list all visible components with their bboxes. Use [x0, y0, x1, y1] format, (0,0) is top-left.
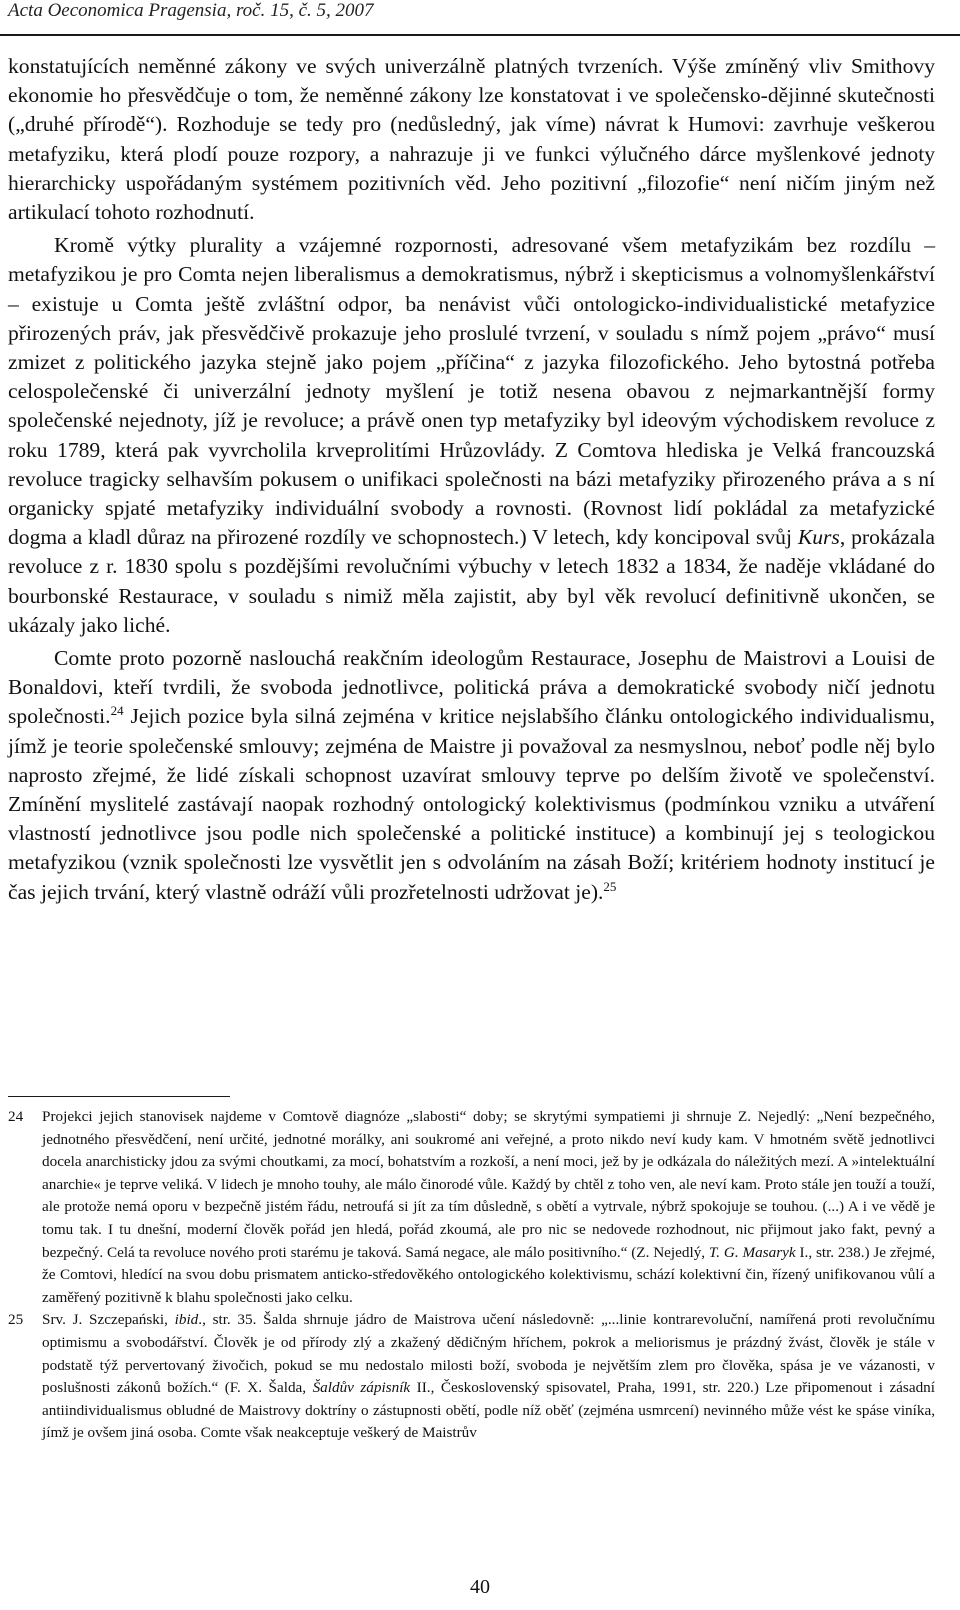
paragraph — [8, 644, 935, 907]
footnote-ref: 25 — [603, 878, 617, 894]
text-run: Jejich pozice byla silná zejména v kritice nejslabšího článku ontologického individualismu, jímž je teorie společenské smlouvy; zejména de Maistre ji považoval za nesmyslnou, neboť podle něj bylo naprosto zřejmé, že lidé získali schopnost uzavírat smlouvy teprve po delším životě ve společenství. Zmínění myslitelé zastávají naopak rozhodný ontologický kolektivismus (podmínkou vzniku a utváření vlastností jednotlivce jsou podle nich společenské a politické instituce) a kombinují jej s teologickou metafyzikou (vznik společnosti lze vysvětlit jen s odvoláním na zásah Boží; kritériem hodnoty institucí je čas jejich trvání, který vlastně odráží vůli prozřetelnosti udržovat je). — [8, 704, 935, 904]
footnote-number: 24 — [8, 1108, 24, 1125]
footnote-number: 25 — [8, 1311, 24, 1329]
text-run: Kromě výtky plurality a vzájemné rozpornosti, adresované všem metafyzikám bez rozdílu – metafyzikou je pro Comta nejen liberalismus a demokratismus, nýbrž i skepticismus a volnomyšlenkářství – existuje u Comta ještě zvláštní odpor, ba nenávist vůči ontologicko-individualistické metafyzice přirozených práv, jak přesvědčivě prokazuje jeho proslulé tvrzení, v souladu s nímž pojem „právo“ musí zmizet z politického jazyka stejně jako pojem „příčina“ z jazyka filozofického. Jeho bytostná potřeba celospolečenské či univerzální jednoty myšlení je totiž nesena obavou z nejmarkantnější formy společenské nejednoty, jíž je revoluce; a právě onen typ metafyziky byl ideovým východiskem revoluce z roku 1789, která pak vyvrcholila krveprolitími Hrůzovlády. Z Comtova hlediska je Velká francouzská revoluce tragicky selhavším pokusem o unifikaci společnosti na bázi metafyziky přirozeného práva a s ní organicky spjaté metafyziky individuální svobody a rovnosti. (Rovnost lidí pokládal za metafyzické dogma a kladl důraz na přirozené rozdíly ve schopnostech.) V letech, kdy koncipoval svůj — [8, 233, 935, 550]
text-run: Srv. J. Szczepański, — [42, 1311, 175, 1329]
body-text — [8, 52, 935, 907]
italic-text: Šaldův zápisník — [312, 1379, 411, 1397]
page-number: 40 — [470, 1576, 490, 1598]
footnote-text — [42, 1309, 935, 1445]
footnote-text — [42, 1106, 935, 1309]
text-run: konstatujících neměnné zákony ve svých univerzálně platných tvrzeních. Výše zmíněný vliv Smithovy ekonomie ho přesvědčuje o tom, že neměnné zákony lze konstatovat i ve společensko-dějinné skutečnosti („druhé přírodě“). Rozhoduje se tedy pro (nedůsledný, jak víme) návrat k Humovi: zavrhuje veškerou metafyziku, která plodí pouze rozpory, a nahrazuje ji ve funkci výlučného dárce myšlenkové jednoty hierarchicky uspořádaným systémem pozitivních věd. Jeho pozitivní „filozofie“ není ničím jiným než artikulací tohoto rozhodnutí. — [8, 54, 935, 225]
paragraph — [8, 231, 935, 640]
italic-text: Kurs — [797, 525, 840, 550]
italic-text: T. G. Masaryk — [708, 1243, 796, 1261]
footnote-ref: 24 — [110, 703, 124, 719]
header-rule — [0, 34, 960, 36]
paragraph — [8, 52, 935, 227]
text-run: ., str. 35. Šalda shrnuje jádro de Maistrova učení následovně: „...linie kontrarevoluční, namířená proti revolučnímu optimismu a svobodářství. Člověk je od přírody zlý a zkažený dědičným hříchem, pokrok a meliorismus je prázdný žvást, člověk je stále v podstatě týž pervertovaný živočich, pokud se mu nedostalo milosti boží, svoboda je největším zlem pro člověka, spása je ve vázanosti, v poslušnosti zákonů božích.“ (F. X. Šalda, — [42, 1311, 935, 1397]
footnote — [8, 1309, 935, 1445]
running-header: Acta Oeconomica Pragensia, roč. 15, č. 5, 2007 — [8, 0, 374, 21]
footnote — [8, 1106, 935, 1309]
text-run: Projekci jejich stanovisek najdeme v Comtově diagnóze „slabosti“ doby; se skrytými sympatiemi ji shrnuje Z. Nejedlý: „Není bezpečného, jednotného přesvědčení, není určité, jednotné morálky, ani soukromé ani veřejné, a proto nikdo neví kudy kam. V hmotném světě jednotlivci docela anarchisticky jdou za svými choutkami, za mocí, bohatstvím a rozkoší, a není moci, jež by je odkázala do náležitých mezí. A »intelektuální anarchie« je teprve veliká. V lidech je mnoho touhy, ale málo činorodé vůle. Každý by chtěl z toho ven, ale neví kam. Proto stále jen touží a touží, ale protože nemá oporu v bezpečně jistém řádu, netroufá si jít za tím důsledně, s obětí a vytrvale, nýbrž spokojuje se touhou. (...) A i ve vědě je tomu tak. I tu dnešní, moderní člověk pořád jen hledá, pořád zkoumá, ale pro nic se nedovede rozhodnout, nic přijmout jako fakt, pevný a bezpečný. Celá ta revoluce nového proti starému je taková. Samá negace, ale málo positivního.“ (Z. Nejedlý, — [42, 1108, 935, 1261]
footnote-rule — [8, 1096, 230, 1097]
text-run: II., Československý spisovatel, Praha, 1991, str. 220.) Lze připomenout i zásadní antiindividualismus obludné de Maistrovy doktríny o zástupnosti obětí, podle níž oběť (zejména usmrcení) nevinného může vést ke spáse viníka, jímž je ovšem jiná osoba. Comte však neakceptuje veškerý de Maistrův — [42, 1379, 935, 1442]
italic-text: ibid — [174, 1311, 199, 1329]
text-run: Comte proto pozorně naslouchá reakčním ideologům Restaurace, Josephu de Maistrovi a Louisi de Bonaldovi, kteří tvrdili, že svoboda jednotlivce, politická práva a demokratické svobody ničí jednotu společnosti. — [8, 646, 935, 729]
text-run: I., str. 238.) Je zřejmé, že Comtovi, hledící na svou dobu prismatem anticko-středověkého ontologického kolektivismu, schází kolektivní čin, řízený unifikovanou vůlí a zaměřený pozitivně k blahu společnosti jako celku. — [42, 1243, 935, 1306]
text-run: , prokázala revoluce z r. 1830 spolu s pozdějšími revolučními výbuchy v letech 1832 a 1834, že naděje vkládané do bourbonské Restaurace, v souladu s nimiž měla zajistit, aby byl věk revolucí definitivně ukončen, se ukázaly jako liché. — [8, 525, 936, 637]
footnotes — [8, 1106, 935, 1445]
